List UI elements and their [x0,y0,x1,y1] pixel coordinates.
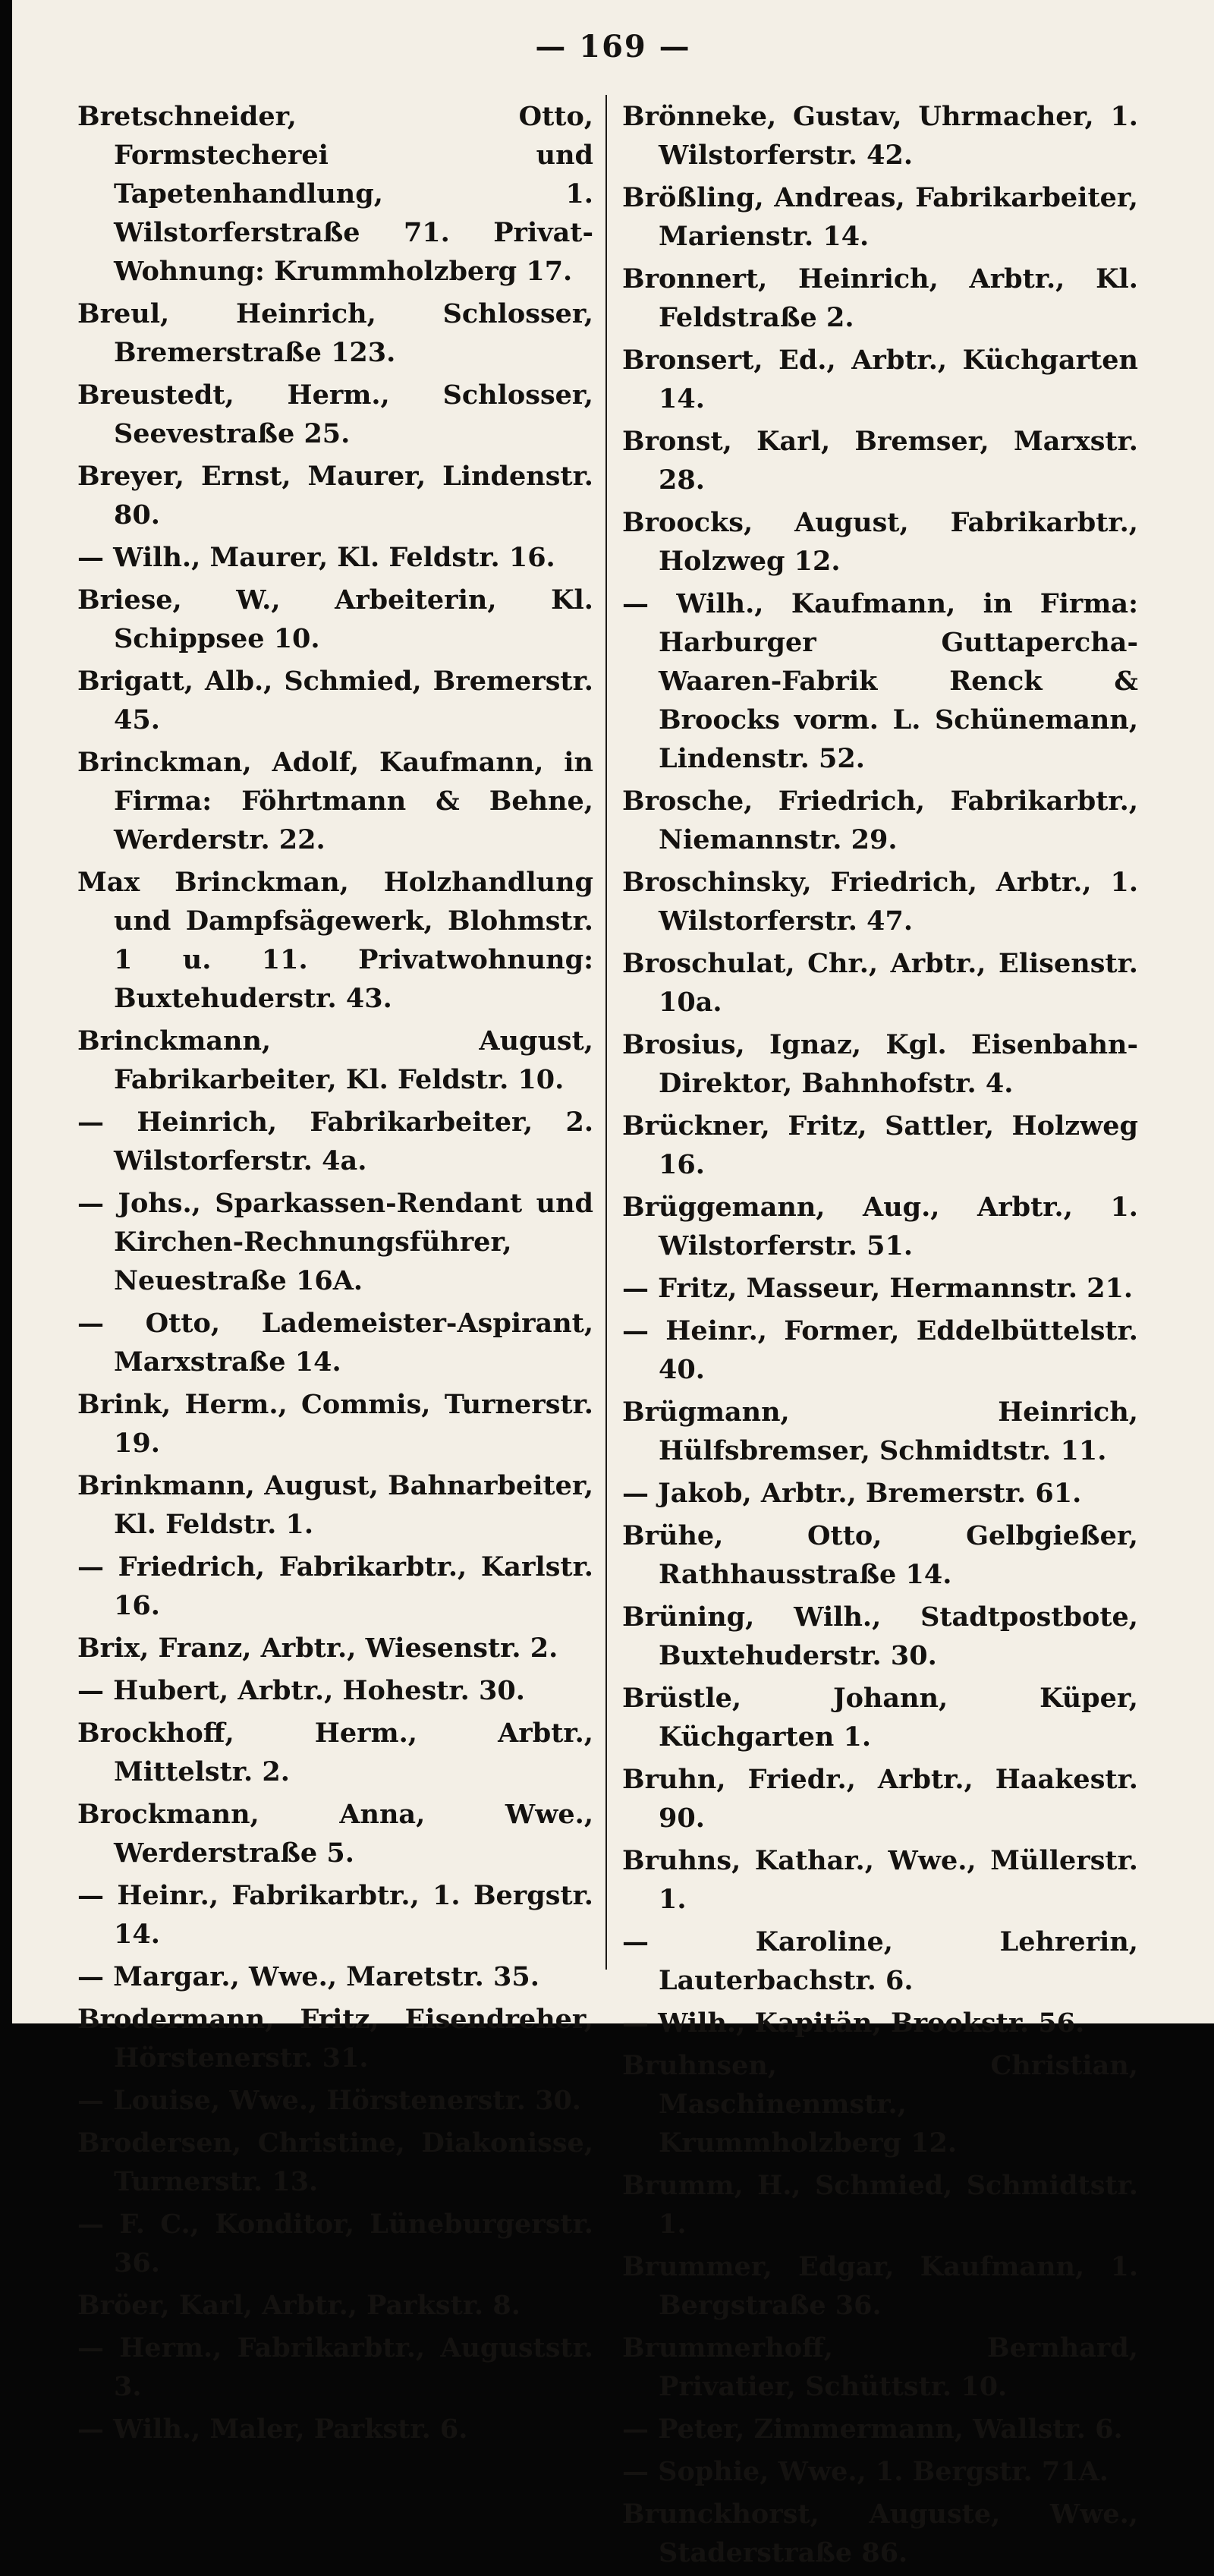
directory-entry: — Wilh., Kapitän, Brookstr. 56. [622,2008,1085,2039]
directory-entry: Bruhnsen, Christian, Maschinenmstr., Krummholzberg 12. [622,2050,1138,2159]
directory-entry: Brühe, Otto, Gelbgießer, Rathhausstraße 14. [622,1520,1138,1590]
directory-entry: — Heinrich, Fabrikarbeiter, 2. Wilstorferstr. 4a. [77,1107,593,1176]
directory-entry: — Margar., Wwe., Maretstr. 35. [77,1961,539,1992]
directory-entry: Brönneke, Gustav, Uhrmacher, 1. Wilstorferstr. 42. [622,101,1138,171]
directory-entry: — Sophie, Wwe., 1. Bergstr. 71A. [622,2456,1109,2487]
directory-entry: — Wilh., Maler, Parkstr. 6. [77,2414,468,2445]
directory-entry: Breul, Heinrich, Schlosser, Bremerstraße 123. [77,298,593,368]
directory-entry: Brink, Herm., Commis, Turnerstr. 19. [77,1389,593,1459]
directory-entry: — Wilh., Maurer, Kl. Feldstr. 16. [77,542,555,573]
directory-entry: Brummerhoff, Bernhard, Privatier, Schüttstr. 10. [622,2332,1138,2402]
directory-entry: Broschinsky, Friedrich, Arbtr., 1. Wilstorferstr. 47. [622,867,1138,937]
directory-entry: Bronsert, Ed., Arbtr., Küchgarten 14. [622,345,1138,414]
directory-entry: Brummer, Edgar, Kaufmann, 1. Bergstraße 36. [622,2251,1138,2321]
directory-entry: Bröer, Karl, Arbtr., Parkstr. 8. [77,2290,521,2321]
directory-entry: — Friedrich, Fabrikarbtr., Karlstr. 16. [77,1551,593,1621]
directory-entry: Brügmann, Heinrich, Hülfsbremser, Schmidtstr. 11. [622,1397,1138,1466]
directory-entry: Brodersen, Christine, Diakonisse, Turnerstr. 13. [77,2127,593,2197]
directory-entry: Bruhn, Friedr., Arbtr., Haakestr. 90. [622,1764,1138,1834]
directory-entry: Brinckman, Adolf, Kaufmann, in Firma: Föhrtmann & Behne, Werderstr. 22. [77,747,593,855]
directory-entry: Bruhns, Kathar., Wwe., Müllerstr. 1. [622,1845,1138,1915]
column-divider [605,95,607,1970]
directory-entry: Brosche, Friedrich, Fabrikarbtr., Niemannstr. 29. [622,786,1138,855]
directory-entry: Brößling, Andreas, Fabrikarbeiter, Marienstr. 14. [622,182,1138,252]
directory-entry: Brockhoff, Herm., Arbtr., Mittelstr. 2. [77,1718,593,1787]
directory-entry: Broocks, August, Fabrikarbtr., Holzweg 12. [622,507,1138,577]
directory-entry: — Fritz, Masseur, Hermannstr. 21. [622,1273,1134,1304]
directory-entry: Brinckmann, August, Fabrikarbeiter, Kl. Feldstr. 10. [77,1025,593,1095]
directory-entry: — Heinr., Former, Eddelbüttelstr. 40. [622,1315,1138,1385]
directory-entry: Brumm, H., Schmied, Schmidtstr. 1. [622,2170,1138,2240]
directory-entry: Bronnert, Heinrich, Arbtr., Kl. Feldstraße 2. [622,263,1138,333]
directory-entry: Bronst, Karl, Bremser, Marxstr. 28. [622,426,1138,496]
directory-entry: — F. C., Konditor, Lüneburgerstr. 36. [77,2209,593,2278]
left-column [77,97,593,2452]
directory-entry: Brüggemann, Aug., Arbtr., 1. Wilstorferstr. 51. [622,1192,1138,1261]
directory-entry: Max Brinckman, Holzhandlung und Dampfsägewerk, Blohmstr. 1 u. 11. Privatwohnung: Buxtehuderstr. 43. [77,867,593,1014]
page-number: — 169 — [535,29,691,65]
directory-entry: Brüstle, Johann, Küper, Küchgarten 1. [622,1683,1138,1752]
directory-entry: Breustedt, Herm., Schlosser, Seevestraße 25. [77,379,593,449]
directory-entry: Broschulat, Chr., Arbtr., Elisenstr. 10a. [622,948,1138,1018]
directory-entry: — Wilh., Kaufmann, in Firma: Harburger Guttapercha-Waaren-Fabrik Renck & Broocks vorm. L. Schünemann, Lindenstr. 52. [622,588,1138,774]
directory-page [12,0,1214,2568]
directory-entry: Brunckhorst, Auguste, Wwe., Staderstraße 86. [622,2499,1138,2568]
directory-entry: — Heinr., Fabrikarbtr., 1. Bergstr. 14. [77,1880,593,1950]
directory-entry: — Hubert, Arbtr., Hohestr. 30. [77,1675,525,1706]
directory-entry: — Otto, Lademeister-Aspirant, Marxstraße 14. [77,1308,593,1378]
directory-entry: Breyer, Ernst, Maurer, Lindenstr. 80. [77,461,593,531]
directory-entry: — Jakob, Arbtr., Bremerstr. 61. [622,1478,1082,1509]
directory-entry: Brüning, Wilh., Stadtpostbote, Buxtehuderstr. 30. [622,1601,1138,1671]
directory-entry: — Herm., Fabrikarbtr., Auguststr. 3. [77,2332,593,2402]
directory-entry: Brinkmann, August, Bahnarbeiter, Kl. Feldstr. 1. [77,1470,593,1540]
directory-entry: Brigatt, Alb., Schmied, Bremerstr. 45. [77,666,593,735]
directory-entry: Bretschneider, Otto, Formstecherei und Tapetenhandlung, 1. Wilstorferstraße 71. Privat-Wohnung: Krummholzberg 17. [77,101,593,287]
directory-entry: Brosius, Ignaz, Kgl. Eisenbahn-Direktor, Bahnhofstr. 4. [622,1029,1138,1099]
directory-entry: Brix, Franz, Arbtr., Wiesenstr. 2. [77,1633,558,1664]
directory-entry: Briese, W., Arbeiterin, Kl. Schippsee 10. [77,584,593,654]
directory-entry: — Karoline, Lehrerin, Lauterbachstr. 6. [622,1926,1138,1996]
directory-entry: Brückner, Fritz, Sattler, Holzweg 16. [622,1110,1138,1180]
directory-entry: Brockmann, Anna, Wwe., Werderstraße 5. [77,1799,593,1869]
directory-entry: — Peter, Zimmermann, Wallstr. 6. [622,2414,1123,2445]
directory-entry: — Johs., Sparkassen-Rendant und Kirchen-Rechnungsführer, Neuestraße 16A. [77,1188,593,1296]
directory-entry: Brodermann, Fritz, Eisendreher, Hörstenerstr. 31. [77,2004,593,2074]
right-column [622,97,1138,2576]
directory-entry: — Louise, Wwe., Hörstenerstr. 30. [77,2085,581,2116]
